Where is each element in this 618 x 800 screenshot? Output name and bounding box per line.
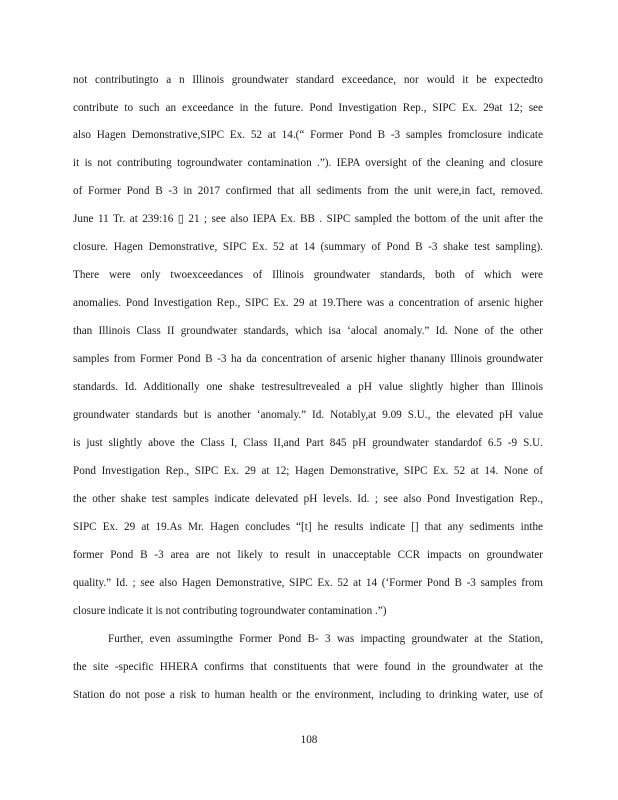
text-line: closure. Hagen Demonstrative, SIPC Ex. 52 at 14 (summary of Pond B -3 shake test sampling).: [73, 241, 543, 253]
text-line: June 11 Tr. at 239:16 ▯ 21 ; see also IEPA Ex. BB . SIPC sampled the bottom of the unit after the: [73, 213, 543, 225]
text-line: groundwater standards but is another ‘anomaly.” Id. Notably,at 9.09 S.U., the elevated pH value: [73, 409, 543, 421]
page-number: 108: [300, 734, 318, 746]
text-line: not contributingto a n Illinois groundwater standard exceedance, nor would it be expectedto: [73, 74, 543, 86]
text-line: the other shake test samples indicate delevated pH levels. Id. ; see also Pond Investigation Rep.,: [73, 493, 543, 505]
text-line: the site -specific HHERA confirms that constituents that were found in the groundwater at the: [73, 661, 543, 673]
text-line: quality.” Id. ; see also Hagen Demonstrative, SIPC Ex. 52 at 14 (‘Former Pond B -3 samples from: [73, 577, 543, 589]
text-line: former Pond B -3 area are not likely to result in unacceptable CCR impacts on groundwater: [73, 549, 543, 561]
text-line: is just slightly above the Class I, Class II,and Part 845 pH groundwater standardof 6.5 -9 S.U.: [73, 437, 543, 449]
text-line: samples from Former Pond B -3 ha da concentration of arsenic higher thanany Illinois groundwater: [73, 353, 543, 365]
text-line: Further, even assumingthe Former Pond B- 3 was impacting groundwater at the Station,: [108, 633, 543, 645]
text-line: standards. Id. Additionally one shake testresultrevealed a pH value slightly higher than Illinois: [73, 381, 543, 393]
text-line: Station do not pose a risk to human health or the environment, including to drinking water, use of: [73, 689, 543, 701]
text-line: it is not contributing togroundwater contamination .”). IEPA oversight of the cleaning and closure: [73, 157, 543, 169]
text-line: also Hagen Demonstrative,SIPC Ex. 52 at 14.(“ Former Pond B -3 samples fromclosure indicate: [73, 129, 543, 141]
text-line: Pond Investigation Rep., SIPC Ex. 29 at 12; Hagen Demonstrative, SIPC Ex. 52 at 14. None of: [73, 465, 543, 477]
text-line: of Former Pond B -3 in 2017 confirmed that all sediments from the unit were,in fact, removed.: [73, 185, 543, 197]
text-line: contribute to such an exceedance in the future. Pond Investigation Rep., SIPC Ex. 29at 12; see: [73, 102, 543, 114]
text-line: anomalies. Pond Investigation Rep., SIPC Ex. 29 at 19.There was a concentration of arsenic higher: [73, 297, 543, 309]
text-line: SIPC Ex. 29 at 19.As Mr. Hagen concludes “[t] he results indicate [] that any sediments inthe: [73, 521, 543, 533]
text-line: There were only twoexceedances of Illinois groundwater standards, both of which were: [73, 269, 543, 281]
text-line: than Illinois Class II groundwater standards, which isa ‘alocal anomaly.” Id. None of the other: [73, 325, 543, 337]
text-line: closure indicate it is not contributing togroundwater contamination .”): [73, 605, 387, 617]
